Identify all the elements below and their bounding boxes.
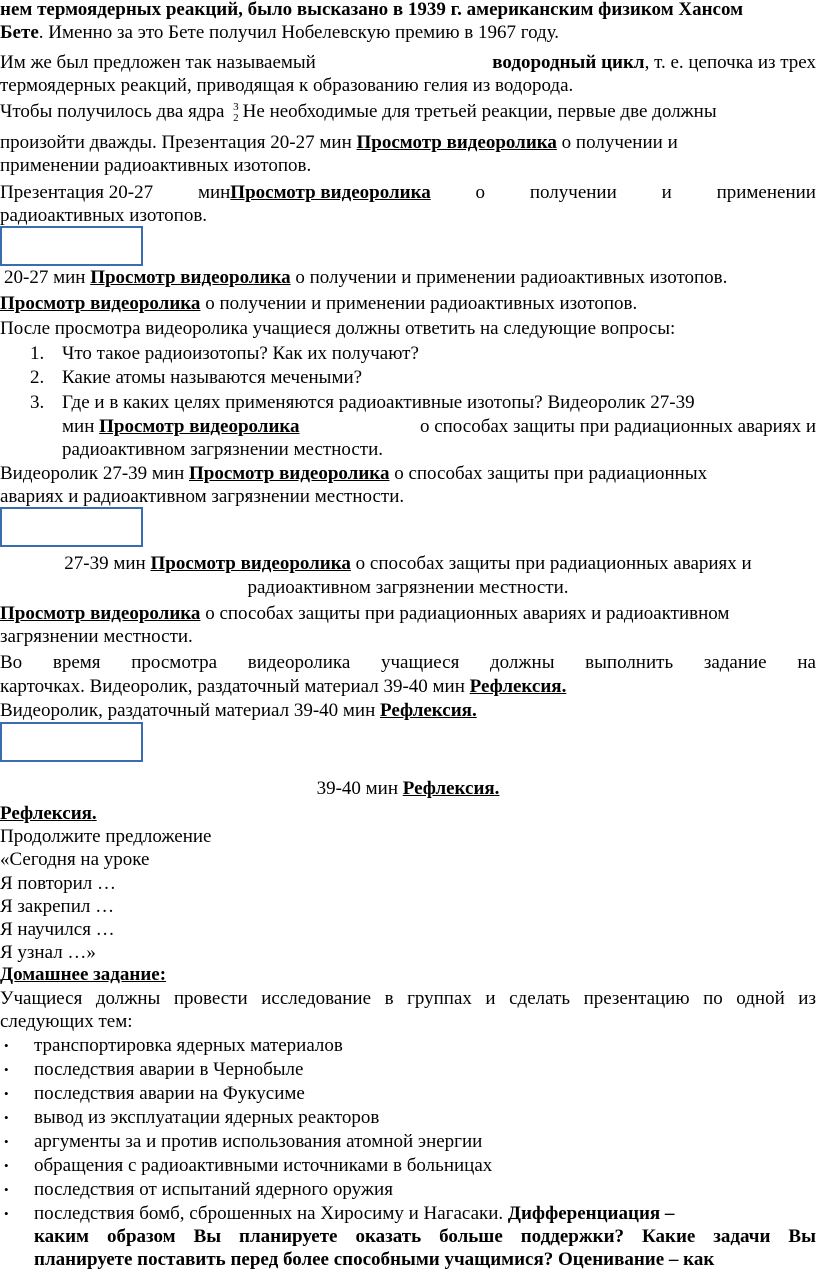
reflection-line: «Сегодня на уроке bbox=[0, 849, 150, 870]
para-13: 39-40 мин Рефлексия. bbox=[316, 778, 500, 799]
para-7: После просмотра видеоролика учащиеся должны ответить на следующие вопросы: bbox=[0, 318, 676, 339]
para-8-line-2: авариях и радиоактивном загрязнении местности. bbox=[0, 486, 405, 507]
para-11-line-2: карточках. Видеоролик, раздаточный материал 39-40 мин Рефлексия. bbox=[0, 676, 567, 697]
para-4-line-2: радиоактивных изотопов. bbox=[0, 205, 208, 226]
homework-line-1: Учащиеся должны провести исследование в группах и сделать презентацию по одной из bbox=[0, 988, 816, 1009]
link-video[interactable]: Просмотр видеоролика bbox=[99, 416, 300, 437]
reflection-line: Я закрепил … bbox=[0, 896, 115, 917]
link-video[interactable]: Просмотр видеоролика bbox=[90, 267, 291, 288]
para-2-line-1: Им же был предложен так называемый водородный цикл, т. е. цепочка из трех bbox=[0, 52, 816, 73]
topic-item-last-line-2: каким образом Вы планируете оказать больше поддержки? Какие задачи Вы bbox=[34, 1226, 816, 1247]
question-3-line-3: радиоактивном загрязнении местности. bbox=[62, 439, 383, 460]
empty-frame bbox=[0, 226, 143, 266]
homework-title: Домашнее задание: bbox=[0, 964, 167, 985]
reflection-line: Я узнал …» bbox=[0, 942, 96, 963]
reflection-heading: Рефлексия. bbox=[0, 803, 97, 824]
para-4-line-1: Презентация 20-27 минПросмотр видеоролика о получении и применении bbox=[0, 182, 816, 203]
link-video[interactable]: Просмотр видеоролика bbox=[356, 132, 557, 153]
para-11-line-1: Во время просмотра видеоролика учащиеся должны выполнить задание на bbox=[0, 652, 816, 673]
para-9-line-1: 27-39 мин Просмотр видеоролика о способах защиты при радиационных авариях и bbox=[64, 553, 752, 574]
para-1-line-1: нем термоядерных реакций, было высказано в 1939 г. американским физиком Хансом bbox=[0, 0, 744, 20]
link-video[interactable]: Просмотр видеоролика bbox=[0, 293, 201, 314]
link-video[interactable]: Просмотр видеоролика bbox=[189, 463, 390, 484]
para-9-line-2: радиоактивном загрязнении местности. bbox=[247, 577, 569, 598]
para-3-line-2: произойти дважды. Презентация 20-27 мин Просмотр видеоролика о получении и bbox=[0, 132, 678, 153]
topic-item-last-line-3: планируете поставить перед более способными учащимися? Оценивание – как bbox=[34, 1249, 715, 1270]
link-video[interactable]: Просмотр видеоролика bbox=[150, 553, 351, 574]
para-6: Просмотр видеоролика о получении и применении радиоактивных изотопов. bbox=[0, 293, 638, 314]
para-3-line-3: применении радиоактивных изотопов. bbox=[0, 155, 312, 176]
empty-frame bbox=[0, 722, 143, 762]
link-reflection[interactable]: Рефлексия bbox=[402, 778, 495, 799]
link-reflection[interactable]: Рефлексия bbox=[380, 700, 472, 721]
question-3-line-2: мин Просмотр видеоролика о способах защиты при радиационных авариях и bbox=[62, 416, 816, 437]
para-10-line-1: Просмотр видеоролика о способах защиты при радиационных авариях и радиоактивном bbox=[0, 603, 730, 624]
link-video[interactable]: Просмотр видеоролика bbox=[0, 603, 201, 624]
reflection-line: Я повторил … bbox=[0, 873, 117, 894]
para-8-line-1: Видеоролик 27-39 мин Просмотр видеоролика о способах защиты при радиационных bbox=[0, 463, 708, 484]
link-reflection[interactable]: Рефлексия bbox=[0, 803, 92, 824]
link-reflection[interactable]: Рефлексия bbox=[469, 676, 562, 697]
fraction: 3 2 bbox=[233, 100, 239, 124]
homework-line-2: следующих тем: bbox=[0, 1011, 133, 1032]
para-12: Видеоролик, раздаточный материал 39-40 мин Рефлексия. bbox=[0, 700, 477, 721]
para-5: 20-27 мин Просмотр видеоролика о получении и применении радиоактивных изотопов. bbox=[4, 267, 728, 288]
para-3-line-1: Чтобы получилось два ядра 3 2 Не необходимые для третьей реакции, первые две должны bbox=[0, 100, 717, 124]
reflection-line: Продолжите предложение bbox=[0, 826, 212, 847]
link-video[interactable]: Просмотр видеоролика bbox=[230, 182, 431, 203]
para-2-line-2: термоядерных реакций, приводящая к образованию гелия из водорода. bbox=[0, 75, 574, 96]
para-1-line-2: Бете. Именно за это Бете получил Нобелевскую премию в 1967 году. bbox=[0, 22, 560, 43]
empty-frame bbox=[0, 507, 143, 547]
para-10-line-2: загрязнении местности. bbox=[0, 626, 193, 647]
reflection-line: Я научился … bbox=[0, 919, 115, 940]
